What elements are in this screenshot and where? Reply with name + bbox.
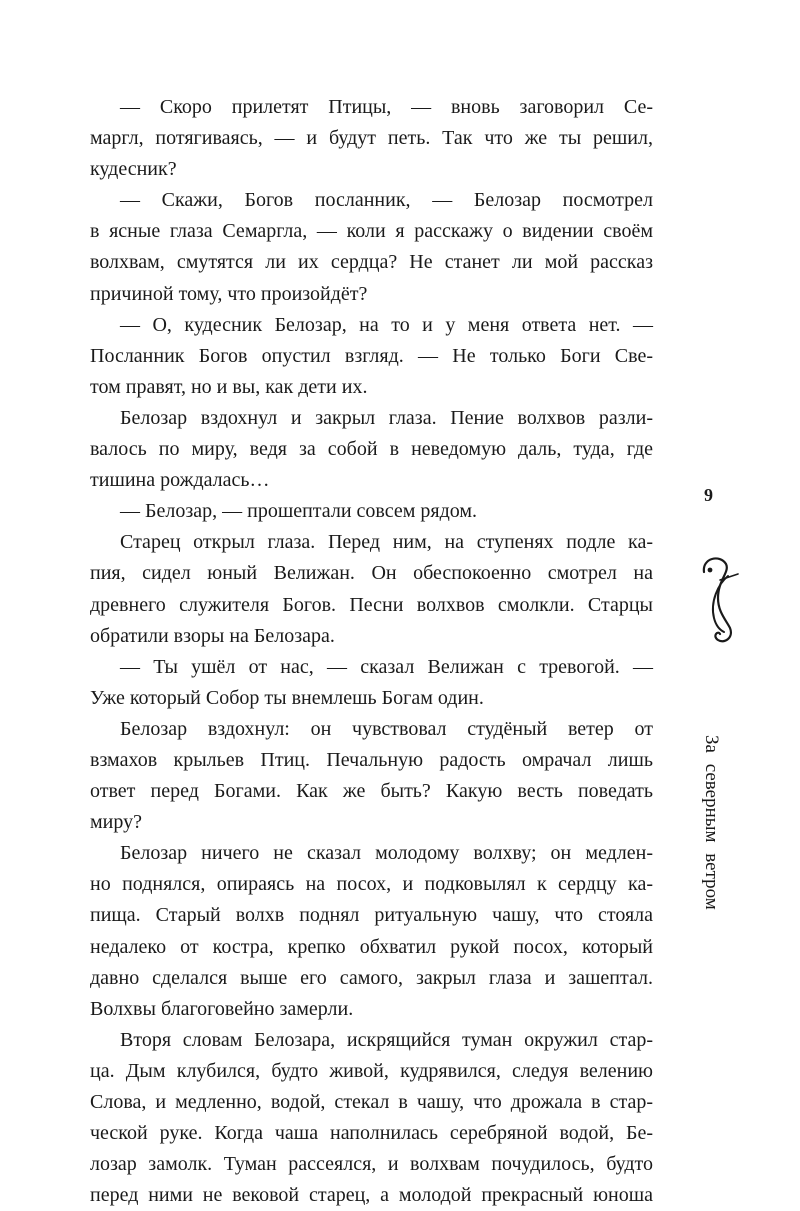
text-line: Слова, и медленно, водой, стекал в чашу, что дрожала в стар- (90, 1091, 653, 1113)
text-line: Белозар вздохнул и закрыл глаза. Пение волхвов разли- (120, 406, 653, 429)
text-line: ответ перед Богами. Как же быть? Какую весть поведать (90, 780, 653, 803)
text-line: — Скажи, Богов посланник, — Белозар посмотрел (120, 189, 653, 212)
text-line: ческой руке. Когда чаша наполнилась серебряной водой, Бе- (90, 1122, 653, 1145)
flourish-ornament-icon (696, 550, 746, 650)
text-line: Волхвы благоговейно замерли. (90, 997, 354, 1020)
body-text (90, 92, 653, 1211)
page-number: 9 (704, 485, 713, 505)
text-line: Белозар вздохнул: он чувствовал студёный ветер от (120, 717, 653, 740)
text-line: валось по миру, ведя за собой в неведомую даль, туда, где (90, 438, 653, 461)
text-line: — Ты ушёл от нас, — сказал Велижан с тревогой. — (120, 655, 653, 678)
text-line: маргл, потягиваясь, — и будут петь. Так что же ты решил, (90, 127, 653, 150)
text-line: волхвам, смутятся ли их сердца? Не станет ли мой рассказ (90, 251, 653, 274)
text-line: древнего служителя Богов. Песни волхвов смолкли. Старцы (90, 593, 653, 616)
text-line: миру? (90, 811, 142, 834)
text-line: Белозар ничего не сказал молодому волхву; он медлен- (120, 842, 653, 865)
text-line: недалеко от костра, крепко обхватил рукой посох, который (90, 935, 653, 958)
text-line: Вторя словам Белозара, искрящийся туман окружил стар- (120, 1028, 653, 1051)
text-line: тишина рождалась… (90, 469, 270, 492)
text-line: но поднялся, опираясь на посох, и подковылял к сердцу ка- (90, 873, 653, 896)
text-line: Посланник Богов опустил взгляд. — Не только Боги Све- (90, 344, 653, 367)
text-line: — О, кудесник Белозар, на то и у меня ответа нет. — (120, 313, 653, 336)
text-line: кудесник? (90, 158, 177, 181)
text-line: том правят, но и вы, как дети их. (90, 375, 368, 398)
text-line: пия, сидел юный Велижан. Он обеспокоенно смотрел на (90, 562, 653, 585)
text-line: обратили взоры на Белозара. (90, 624, 335, 647)
text-line: Уже который Собор ты внемлешь Богам один. (90, 686, 484, 709)
running-title: За северным ветром (701, 735, 722, 910)
text-line: — Белозар, — прошептали совсем рядом. (120, 500, 478, 523)
text-line: — Скоро прилетят Птицы, — вновь заговорил Се- (120, 96, 653, 118)
text-line: пища. Старый волхв поднял ритуальную чашу, что стояла (90, 904, 653, 927)
text-line: взмахов крыльев Птиц. Печальную радость омрачал лишь (90, 748, 653, 771)
text-line: ца. Дым клубился, будто живой, кудрявился, следуя велению (90, 1059, 653, 1082)
text-line: давно сделался выше его самого, закрыл глаза и зашептал. (90, 966, 653, 989)
text-line: перед ними не вековой старец, а молодой прекрасный юноша (90, 1184, 653, 1207)
text-line: в ясные глаза Семаргла, — коли я расскажу о видении своём (90, 220, 653, 243)
text-line: лозар замолк. Туман рассеялся, и волхвам почудилось, будто (90, 1153, 653, 1176)
text-line: Старец открыл глаза. Перед ним, на ступенях подле ка- (120, 531, 653, 554)
text-line: причиной тому, что произойдёт? (90, 282, 368, 305)
